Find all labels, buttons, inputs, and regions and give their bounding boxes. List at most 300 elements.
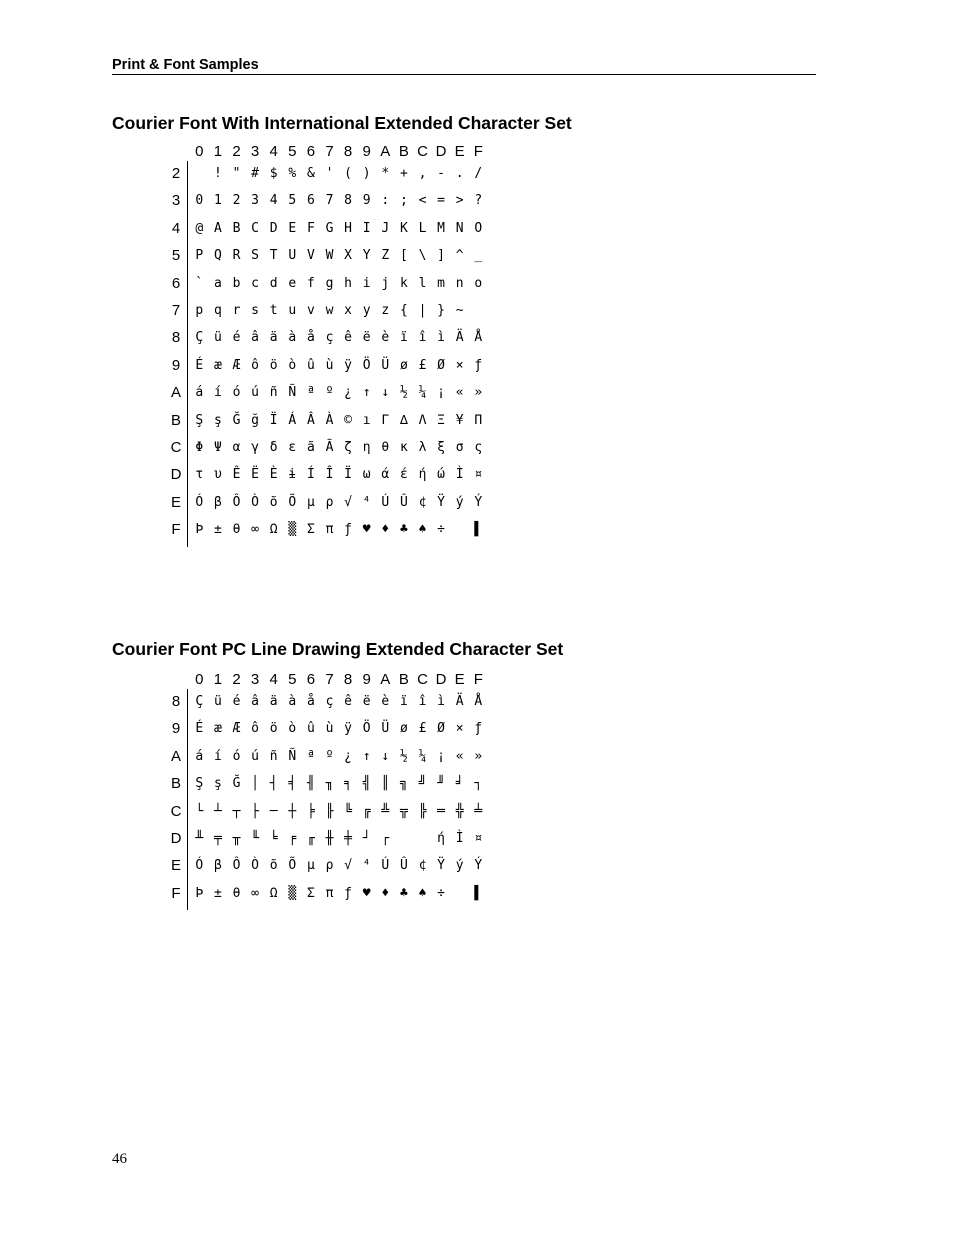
- character-cell: Ô: [232, 494, 241, 510]
- character-cell: ¼: [418, 385, 427, 401]
- character-cell: n: [455, 275, 464, 291]
- character-cell: Ö: [362, 357, 371, 373]
- column-header: 2: [232, 143, 241, 160]
- character-cell: A: [213, 220, 222, 236]
- character-cell: µ: [306, 494, 315, 510]
- column-header: 1: [213, 671, 223, 688]
- row-header: A: [170, 747, 181, 765]
- character-cell: τ: [195, 467, 204, 483]
- character-cell: ê: [344, 330, 352, 346]
- row-header: C: [170, 439, 182, 456]
- character-cell: r: [232, 303, 241, 318]
- character-cell: Õ: [288, 858, 297, 874]
- running-header: Print & Font Samples: [112, 57, 816, 75]
- character-cell: W: [325, 248, 334, 264]
- character-cell: ": [232, 166, 241, 181]
- character-cell: ä: [269, 694, 278, 709]
- character-cell: ª: [306, 385, 315, 401]
- character-cell: Ï: [344, 467, 352, 483]
- row-header: 9: [171, 356, 181, 374]
- character-cell: ê: [344, 694, 352, 709]
- character-cell: ╬: [455, 803, 464, 819]
- character-cell: è: [381, 694, 390, 709]
- character-cell: ╔: [362, 803, 371, 819]
- character-cell: Ä: [455, 330, 464, 346]
- row-header: B: [170, 411, 181, 429]
- character-cell: ↑: [362, 385, 371, 401]
- row-header-divider: [187, 689, 188, 910]
- character-cell: L: [418, 220, 427, 236]
- character-cell: E: [288, 220, 297, 236]
- character-cell: Ý: [474, 494, 483, 510]
- character-cell: |: [418, 303, 427, 318]
- character-cell: ╢: [306, 776, 315, 792]
- character-cell: ∞: [251, 522, 259, 538]
- character-cell: U: [288, 248, 297, 264]
- character-cell: P: [195, 248, 204, 264]
- character-cell: f: [306, 275, 315, 291]
- character-cell: \: [418, 248, 427, 264]
- character-cell: Ξ: [437, 412, 445, 428]
- character-cell: i: [362, 275, 371, 291]
- character-cell: ┤: [269, 776, 278, 792]
- character-cell: ─: [269, 803, 278, 819]
- column-header: 3: [250, 671, 260, 688]
- character-cell: }: [437, 303, 445, 318]
- character-cell: ñ: [269, 748, 278, 764]
- character-cell: λ: [418, 440, 427, 455]
- character-cell: ñ: [269, 385, 278, 401]
- column-header: 7: [325, 143, 334, 160]
- character-cell: #: [251, 166, 259, 181]
- character-cell: û: [306, 721, 315, 737]
- character-cell: ì: [437, 330, 445, 346]
- character-cell: *: [381, 166, 390, 181]
- column-header: 8: [343, 143, 353, 160]
- character-cell: l: [418, 275, 427, 291]
- character-cell: ƒ: [474, 721, 483, 737]
- character-cell: ╛: [455, 776, 464, 792]
- character-cell: û: [306, 357, 315, 373]
- character-cell: µ: [306, 858, 315, 874]
- character-cell: ▌: [474, 885, 483, 901]
- character-cell: Ş: [195, 412, 204, 428]
- character-cell: 2: [232, 193, 241, 209]
- character-cell: õ: [269, 858, 278, 874]
- character-cell: 5: [288, 193, 297, 209]
- character-cell: ║: [381, 776, 390, 792]
- character-cell: Ø: [437, 721, 445, 737]
- character-cell: Λ: [418, 412, 427, 428]
- character-cell: ├: [251, 803, 259, 819]
- character-cell: ╨: [195, 831, 204, 846]
- character-cell: !: [213, 166, 222, 181]
- character-cell: 0: [195, 193, 204, 209]
- character-cell: Û: [399, 494, 408, 510]
- character-cell: æ: [213, 357, 222, 373]
- row-header: 2: [171, 165, 181, 182]
- character-cell: Â: [306, 412, 315, 428]
- character-cell: Σ: [306, 885, 315, 901]
- character-cell: Å: [474, 694, 483, 709]
- row-header: E: [170, 493, 181, 511]
- character-cell: B: [232, 220, 241, 236]
- character-cell: ┘: [362, 831, 371, 846]
- column-header: F: [473, 671, 483, 688]
- column-header: 8: [343, 671, 353, 688]
- character-cell: [: [399, 248, 408, 264]
- character-cell: ╧: [474, 803, 483, 819]
- character-cell: ♦: [381, 885, 390, 901]
- column-header: 6: [306, 143, 316, 160]
- character-cell: ↑: [362, 748, 371, 764]
- character-cell: s: [251, 303, 259, 318]
- character-cell: «: [455, 748, 464, 764]
- character-cell: ζ: [344, 440, 352, 455]
- character-cell: Ï: [269, 412, 278, 428]
- character-cell: Π: [474, 412, 483, 428]
- character-cell: θ: [232, 522, 241, 538]
- character-cell: ã: [306, 440, 315, 455]
- character-cell: Ω: [269, 885, 278, 901]
- character-cell: ı: [362, 412, 371, 428]
- character-cell: î: [418, 694, 427, 709]
- character-cell: ÿ: [344, 357, 352, 373]
- character-cell: /: [474, 166, 483, 181]
- character-cell: ï: [399, 694, 408, 709]
- character-cell: »: [474, 748, 483, 764]
- character-cell: Ÿ: [437, 858, 445, 874]
- character-cell: ♠: [418, 885, 427, 901]
- column-header: C: [417, 671, 428, 688]
- character-cell: ƒ: [344, 522, 352, 538]
- character-cell: Ú: [381, 858, 390, 874]
- character-cell: N: [455, 220, 464, 236]
- character-cell: κ: [399, 440, 408, 455]
- character-cell: ╣: [362, 776, 371, 792]
- character-cell: Å: [474, 330, 483, 346]
- character-cell: Ô: [232, 858, 241, 874]
- character-cell: k: [399, 275, 408, 291]
- character-cell: ρ: [325, 494, 334, 510]
- character-cell: ♥: [362, 885, 371, 901]
- character-cell: ó: [232, 385, 241, 401]
- character-cell: ×: [455, 721, 464, 737]
- character-cell: J: [381, 220, 390, 236]
- character-cell: H: [344, 220, 352, 236]
- character-cell: Ü: [381, 357, 390, 373]
- character-cell: &: [306, 166, 315, 181]
- character-cell: 8: [344, 193, 352, 209]
- character-cell: Õ: [288, 494, 297, 510]
- row-header: D: [170, 830, 182, 847]
- character-cell: ò: [288, 357, 297, 373]
- character-cell: [190, 165, 209, 183]
- character-cell: έ: [399, 467, 408, 483]
- character-cell: F: [306, 220, 315, 236]
- character-cell: ü: [213, 330, 222, 346]
- character-cell: └: [195, 803, 204, 819]
- character-cell: ç: [325, 694, 334, 709]
- character-cell: π: [325, 522, 334, 538]
- character-cell: ±: [213, 885, 222, 901]
- character-cell: ë: [362, 330, 371, 346]
- character-cell: ): [362, 166, 371, 181]
- character-cell: `: [195, 275, 204, 291]
- character-cell: Y: [362, 248, 371, 264]
- character-cell: Ö: [362, 721, 371, 737]
- character-cell: ⁴: [362, 858, 371, 874]
- character-cell: ,: [418, 166, 427, 181]
- character-cell: @: [195, 220, 204, 236]
- character-cell: è: [381, 330, 390, 346]
- character-cell: ∞: [251, 885, 259, 901]
- character-cell: ώ: [437, 467, 445, 483]
- character-cell: ω: [362, 467, 371, 483]
- character-cell: .: [455, 166, 464, 181]
- character-cell: y: [362, 303, 371, 318]
- character-cell: (: [344, 166, 352, 181]
- character-cell: ¡: [437, 385, 445, 401]
- character-cell: ë: [362, 694, 371, 709]
- character-cell: -: [437, 166, 445, 181]
- character-cell: ╙: [251, 831, 259, 846]
- character-cell: ♥: [362, 522, 371, 538]
- character-cell: Ò: [251, 858, 259, 874]
- character-cell: ▌: [474, 522, 483, 538]
- character-cell: ö: [269, 357, 278, 373]
- character-cell: ▒: [288, 522, 297, 538]
- character-cell: =: [437, 193, 445, 209]
- character-cell: Æ: [232, 721, 241, 737]
- character-cell: Ψ: [213, 440, 222, 455]
- character-cell: í: [213, 748, 222, 764]
- character-cell: 7: [325, 193, 334, 209]
- character-cell: ╠: [418, 803, 427, 819]
- character-cell: ╘: [269, 831, 278, 846]
- character-cell: é: [232, 694, 241, 709]
- character-cell: Ã: [325, 440, 334, 455]
- character-cell: Ú: [381, 494, 390, 510]
- character-cell: j: [381, 275, 390, 291]
- character-cell: h: [344, 275, 352, 291]
- character-cell: ;: [399, 193, 408, 209]
- character-cell: ±: [213, 522, 222, 538]
- character-cell: ï: [399, 330, 408, 346]
- character-cell: Ğ: [232, 776, 241, 792]
- character-cell: 1: [213, 193, 222, 209]
- character-cell: ÿ: [344, 721, 352, 737]
- character-cell: Í: [306, 467, 315, 483]
- character-cell: ς: [474, 440, 483, 455]
- character-cell: ?: [474, 193, 483, 209]
- character-cell: ]: [437, 248, 445, 264]
- character-cell: S: [251, 248, 259, 264]
- column-header: 5: [288, 143, 297, 160]
- character-cell: º: [325, 748, 334, 764]
- character-cell: ş: [213, 412, 222, 428]
- character-cell: ô: [251, 721, 259, 737]
- column-header: B: [398, 143, 409, 160]
- character-cell: ▒: [288, 885, 297, 901]
- character-cell: í: [213, 385, 222, 401]
- character-cell: 3: [251, 193, 259, 209]
- character-cell: υ: [213, 467, 222, 483]
- character-cell: $: [269, 166, 278, 181]
- column-header: B: [398, 671, 409, 688]
- character-cell: ©: [344, 412, 352, 428]
- character-cell: ¿: [344, 385, 352, 401]
- character-cell: √: [344, 494, 352, 510]
- character-cell: à: [288, 694, 297, 709]
- character-cell: │: [251, 776, 259, 792]
- character-cell: q: [213, 303, 222, 318]
- character-cell: d: [269, 275, 278, 291]
- row-header: 8: [171, 329, 181, 347]
- character-cell: ╕: [344, 776, 352, 792]
- character-cell: ƒ: [474, 357, 483, 373]
- character-cell: â: [251, 694, 259, 709]
- character-cell: ø: [399, 357, 408, 373]
- character-cell: {: [399, 303, 408, 318]
- character-cell: ç: [325, 330, 334, 346]
- character-cell: ♦: [381, 522, 390, 538]
- character-cell: ρ: [325, 858, 334, 874]
- row-header: 4: [171, 219, 181, 237]
- column-header: D: [435, 671, 447, 688]
- character-cell: γ: [251, 440, 259, 455]
- column-header: E: [454, 143, 465, 160]
- character-cell: ή: [418, 467, 427, 483]
- character-cell: I: [362, 220, 371, 236]
- character-cell: ↓: [381, 385, 390, 401]
- character-cell: G: [325, 220, 334, 236]
- character-cell: θ: [381, 440, 390, 455]
- character-cell: ⁴: [362, 494, 371, 510]
- character-cell: Þ: [195, 522, 204, 538]
- character-cell: ^: [455, 248, 464, 264]
- character-cell: X: [344, 248, 352, 264]
- character-cell: ╪: [344, 831, 352, 846]
- character-cell: Ç: [195, 330, 204, 346]
- row-header: E: [170, 857, 181, 875]
- character-cell: Ë: [251, 467, 259, 483]
- character-cell: T: [269, 248, 278, 264]
- character-cell: ξ: [437, 440, 445, 455]
- character-cell: Ñ: [288, 385, 297, 401]
- character-cell: ò: [288, 721, 297, 737]
- character-cell: ∆: [399, 412, 408, 428]
- character-cell: o: [474, 275, 483, 291]
- character-cell: <: [418, 193, 427, 209]
- character-cell: ┬: [232, 803, 241, 819]
- character-cell: R: [232, 248, 241, 264]
- character-cell: ': [325, 166, 334, 181]
- character-cell: ╡: [288, 776, 297, 792]
- character-cell: b: [232, 275, 241, 291]
- character-cell: ♣: [399, 522, 408, 538]
- column-header: A: [380, 671, 391, 688]
- character-cell: δ: [269, 440, 278, 455]
- character-cell: «: [455, 385, 464, 401]
- row-header: D: [170, 466, 182, 484]
- character-cell: ¤: [474, 831, 483, 846]
- character-cell: á: [195, 385, 204, 401]
- character-cell: Ç: [195, 694, 204, 709]
- character-cell: Ó: [195, 494, 204, 510]
- character-cell: ═: [437, 803, 445, 819]
- character-cell: Γ: [381, 412, 390, 428]
- character-cell: Æ: [232, 357, 241, 373]
- character-cell: ý: [455, 858, 464, 874]
- character-cell: ┴: [213, 803, 222, 819]
- character-cell: ╖: [325, 776, 334, 792]
- character-cell: å: [306, 694, 315, 709]
- character-cell: Ş: [195, 776, 204, 792]
- column-header: C: [417, 143, 428, 160]
- character-cell: c: [251, 275, 259, 291]
- character-cell: ε: [288, 440, 297, 455]
- character-cell: ╒: [288, 831, 297, 846]
- character-cell: ä: [269, 330, 278, 346]
- row-header: F: [171, 521, 181, 539]
- character-cell: Φ: [195, 440, 204, 455]
- character-cell: È: [269, 467, 278, 483]
- character-cell: ù: [325, 357, 334, 373]
- character-cell: z: [381, 303, 390, 318]
- character-cell: ¼: [418, 748, 427, 764]
- character-cell: C: [251, 220, 259, 236]
- column-header: 4: [269, 143, 278, 160]
- character-cell: ğ: [251, 412, 259, 428]
- character-cell: √: [344, 858, 352, 874]
- character-cell: [395, 830, 414, 848]
- character-cell: ~: [455, 303, 464, 318]
- page-number: 46: [112, 1151, 127, 1167]
- character-cell: ¥: [455, 412, 464, 428]
- character-cell: ↓: [381, 748, 390, 764]
- row-header: F: [171, 884, 181, 902]
- character-cell: >: [455, 193, 464, 209]
- character-cell: ù: [325, 721, 334, 737]
- character-cell: [450, 885, 469, 903]
- row-header-divider: [187, 161, 188, 547]
- character-cell: ì: [437, 694, 445, 709]
- character-cell: _: [474, 248, 483, 264]
- character-cell: p: [195, 303, 204, 318]
- character-cell: ¿: [344, 748, 352, 764]
- character-cell: Þ: [195, 885, 204, 901]
- character-cell: π: [325, 885, 334, 901]
- column-header: 4: [269, 671, 278, 688]
- character-cell: ¢: [418, 858, 427, 874]
- character-cell: ½: [399, 385, 408, 401]
- character-cell: ♣: [399, 885, 408, 901]
- character-cell: Ü: [381, 721, 390, 737]
- character-cell: ╟: [325, 803, 334, 819]
- character-cell: m: [437, 275, 445, 291]
- character-cell: ╚: [344, 803, 352, 819]
- character-cell: ü: [213, 694, 222, 709]
- character-cell: β: [213, 858, 222, 874]
- character-cell: ª: [306, 748, 315, 764]
- character-cell: ø: [399, 721, 408, 737]
- character-cell: ş: [213, 776, 222, 792]
- character-cell: v: [306, 303, 315, 318]
- column-header: 1: [213, 143, 223, 160]
- character-cell: ╥: [232, 831, 241, 846]
- character-cell: á: [195, 748, 204, 764]
